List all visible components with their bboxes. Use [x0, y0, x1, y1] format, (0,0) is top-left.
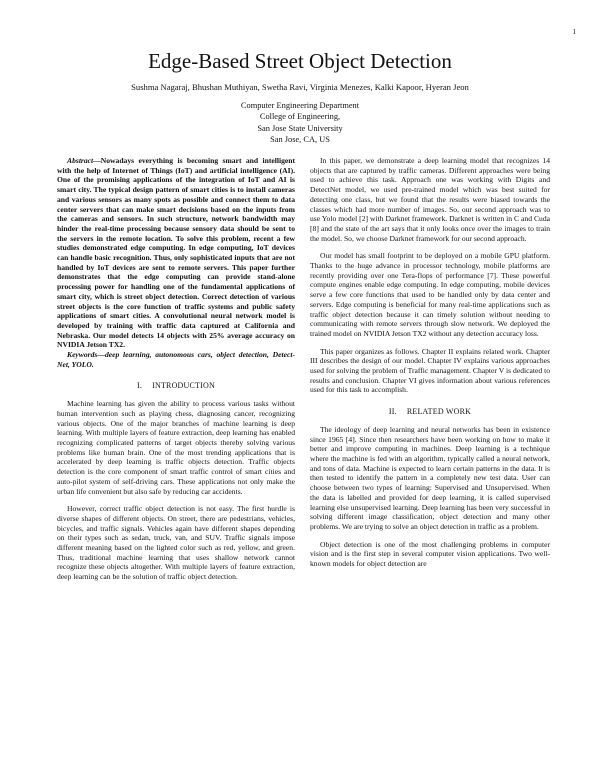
intro-paragraph-5: This paper organizes as follows. Chapter II explains related work. Chapter III describes the design of our model. Chapter IV explains various approaches used for solving the problem of Traffic management. Chapter V is dedicated to results and conclusion. Chapter VI gives information about various references used for this task to accomplish. [310, 346, 550, 395]
abstract [57, 156, 295, 350]
author-list: Sushma Nagaraj, Bhushan Muthiyan, Swetha Ravi, Virginia Menezes, Kalki Kapoor, Hyeran Jeon [131, 82, 469, 92]
intro-paragraph-2: However, correct traffic object detection is not easy. The first hurdle is diverse shapes of different objects. On street, there are pedestrians, vehicles, bicycles, and traffic signals. Vehicles again have different shapes depending on their types such as sedan, truck, van, and SUV. Traffic signals impose different meaning based on the lighted color such as red, yellow, and green. Thus, traditional machine learning that uses shallow network cannot recognize these objects altogether. With multiple layers of feature extraction, deep learning can be the solution of traffic object detection. [57, 504, 295, 582]
section-heading-related-work [310, 407, 550, 417]
left-column [57, 156, 295, 582]
right-column [310, 156, 550, 569]
intro-paragraph-1: Machine learning has given the ability to process various tasks without human intervention such as playing chess, diagnosing cancer, recognizing various objects. One of the major branches of machine learning is deep learning. With multiple layers of feature extraction, deep learning has enabled recognizing complicated patterns of target objects thereby solving various problems like human brain. One of the most trending applications that is accelerated by deep learning is traffic objects detection. Traffic objects detection is the core component of smart traffic control of smart cities and auto-pilot system of self-driving cars. These applications not only make the urban life convenient but also safe by reducing car accidents. [57, 399, 295, 496]
related-paragraph-1: The ideology of deep learning and neural networks has been in existence since 1965 [4]. Since then researchers have been working on how to make it better and improve computing in machines. Deep learning is a technique where the machine is fed with an algorithm, typically called a neural network, and tons of data. Machine is expected to learn certain patterns in the data. It is then tested to identify the pattern in a completely new test data. User can choose between two types of learning: Supervised and Unsupervised. When the data is labelled and provided for deep learning, it is called supervised learning else unsupervised learning. Deep learning has been very successful in solving different image classification, object detection and many other problems. We are trying to solve an object detection in traffic as a problem. [310, 424, 550, 531]
affiliation-university: San Jose State University [257, 123, 343, 133]
abstract-text: —Nowadays everything is becoming smart and intelligent with the help of Internet of Things (IoT) and artificial intelligence (AI). One of the promising applications of the integration of IoT and AI is smart city. The typical design pattern of smart cities is to install cameras and various sensors as many spots as possible and connect them to data center servers that can make smart decisions based on the inputs from the cameras and sensors. In such structure, network bandwidth may hinder the real-time processing because sensory data should be sent to the servers in the remote location. To solve this problem, recent a few studies demonstrated edge computing. In edge computing, IoT devices can handle basic recognition. Thus, only sophisticated inputs that are not handled by IoT devices are sent to remote servers. This paper further demonstrates that the edge computing can provide stand-alone processing power for handling one of the fundamental applications of smart city, which is street object detection. Correct detection of various street objects is the core function of traffic systems and public safety applications of smart cities. A convolutional neural network model is developed by training with traffic data captured at California and Nebraska. Our model detects 14 objects with 25% average accuracy on NVIDIA Jetson TX2. [57, 156, 295, 350]
related-paragraph-2: Object detection is one of the most challenging problems in computer vision and is the first step in several computer vision applications. Two well-known models for object detection are [310, 539, 550, 569]
affiliation-block [0, 100, 600, 146]
intro-paragraph-4: Our model has small footprint to be deployed on a mobile GPU platform. Thanks to the huge advance in processor technology, mobile platforms are recently providing over one Tera-flops of performance [7]. These powerful compute engines enable edge computing. In edge computing, mobile devices serve a few core functions that used to be handled only by data center and servers. Edge computing is beneficial for many real-time applications such as traffic object detection because it can timely solution without needing to communicating with remote servers through slow network. We deployed the trained model on NVIDIA Jetson TX2 without any detection accuracy loss. [310, 251, 550, 338]
affiliation-department: Computer Engineering Department [240, 101, 360, 110]
intro-paragraph-3: In this paper, we demonstrate a deep learning model that recognizes 14 objects that are captured by traffic cameras. Different approaches were being used to achieve this task. Approach one was working with Digits and DetectNet model, we used pre-trained model which was best suited for detecting one class, but we found that the results were biased towards the classes which had more number of images. So, our second approach was to use Yolo model [2] with Darknet framework. Darknet is written in C and Cuda [8] and the state of the art says that it only looks once over the images to train the model. So, we choose Darknet framework for our second approach. [310, 156, 550, 243]
section-title: RELATED WORK [406, 407, 472, 417]
section-heading-introduction [57, 381, 295, 391]
keywords: Keywords—deep learning, autonomous cars, object detection, Detect-Net, YOLO. [57, 350, 295, 369]
page-number: 1 [572, 28, 576, 36]
affiliation-college: College of Engineering, [259, 112, 341, 122]
affiliation-location: San Jose, CA, US [270, 135, 330, 145]
section-number: II. [388, 407, 397, 417]
paper-title: Edge-Based Street Object Detection [148, 49, 452, 73]
abstract-label: Abstract [67, 156, 94, 165]
section-title: INTRODUCTION [152, 381, 215, 391]
section-number: I. [137, 381, 143, 391]
